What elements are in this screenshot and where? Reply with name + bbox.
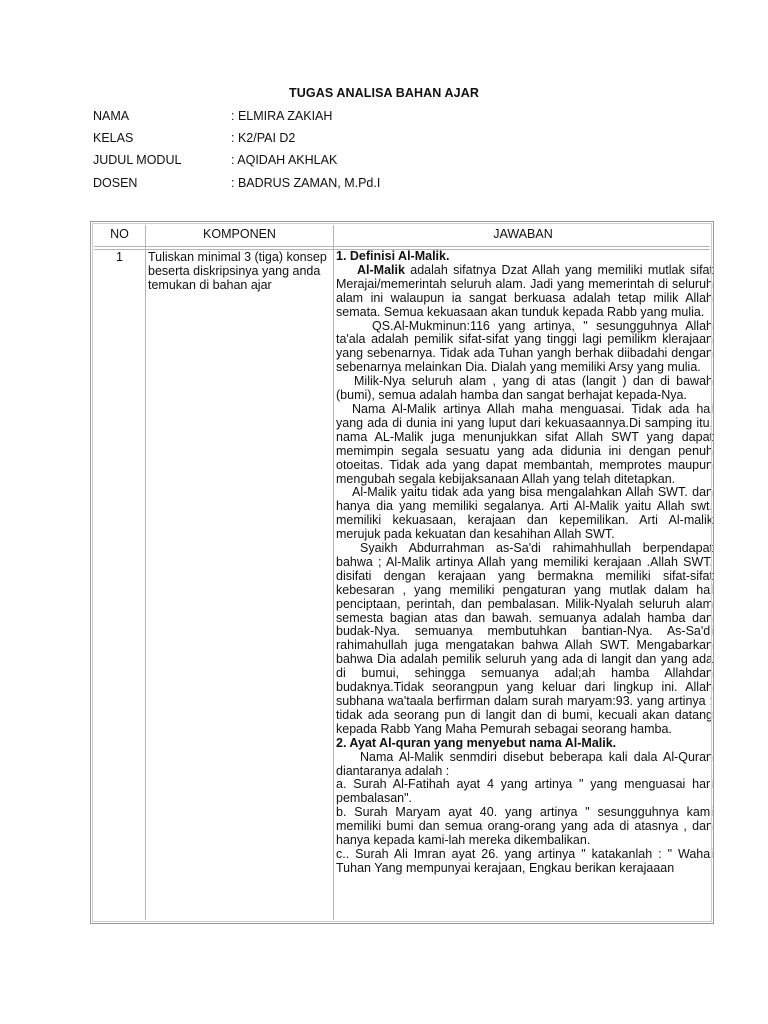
header-no: NO: [110, 227, 129, 241]
row-number: 1: [116, 250, 123, 264]
meta-value: : ELMIRA ZAKIAH: [231, 109, 333, 123]
meta-value: : BADRUS ZAMAN, M.Pd.I: [231, 176, 381, 190]
column-divider: [333, 225, 334, 920]
meta-label: KELAS: [93, 131, 134, 145]
meta-label: NAMA: [93, 109, 130, 123]
meta-label: JUDUL MODUL: [93, 153, 182, 167]
column-divider: [145, 225, 146, 920]
paragraph: QS.Al-Mukminun:116 yang artinya, " sesungguhnya Allah ta'ala adalah pemilik sifat-sifat yang tinggi lagi pemilikm klerajaan yang sebenarnya. Tidak ada Tuhan yangh berhak diibadahi dengan sebenarnya melainkan Dia. Dialah yang memiliki Arsy yang mulia.: [336, 318, 713, 375]
list-item: c.. Surah Ali Imran ayat 26. yang artinya " katakanlah : " Wahai Tuhan Yang mempunyai kerajaan, Engkau berikan kerajaaan: [336, 846, 713, 875]
meta-row-dosen: [93, 176, 380, 190]
meta-value: : K2/PAI D2: [231, 131, 296, 145]
section-heading: 1. Definisi Al-Malik.: [336, 250, 450, 263]
term: Al-Malik: [357, 262, 405, 277]
paragraph: Nama Al-Malik senmdiri disebut beberapa kali dala Al-Quran diantaranya adalah :: [336, 749, 713, 778]
header-jawaban: JAWABAN: [493, 227, 553, 241]
document-title: TUGAS ANALISA BAHAN AJAR: [289, 86, 479, 100]
paragraph: Al-Malik adalah sifatnya Dzat Allah yang memiliki mutlak sifat Merajai/memerintah seluruh alam. Jadi yang memerintah di seluruh alam ini walaupun ia sangat berkuasa adalah tetap milik Allah semata. Semua kekuasaan akan tunduk kepada Rabb yang mulia.: [336, 262, 713, 319]
header-komponen: KOMPONEN: [203, 227, 276, 241]
meta-value: : AQIDAH AKHLAK: [231, 153, 338, 167]
komponen-text: Tuliskan minimal 3 (tiga) konsep beserta diskripsinya yang anda temukan di bahan ajar: [148, 250, 327, 292]
meta-label: DOSEN: [93, 176, 138, 190]
meta-row-nama: [93, 109, 332, 123]
meta-row-kelas: [93, 131, 295, 145]
jawaban-text: [336, 250, 713, 920]
paragraph: Nama Al-Malik artinya Allah maha menguasai. Tidak ada hal yang ada di dunia ini yang luput dari kekuasaannya.Di samping itu, nama AL-Malik juga menunjukkan sifat Allah SWT yang dapat memimpin segala sesuatu yang ada didunia ini dengan penuh otoeitas. Tidak ada yang dapat membantah, memprotes maupun mengubah segala kebijaksanaan Allah yang telah ditetapkan.: [336, 401, 713, 486]
list-item: b. Surah Maryam ayat 40. yang artinya " sesungguhnya kami memiliki bumi dan semua orang-orang yang ada di atasnya , dan hanya kepada kami-lah mereka dikembalikan.: [336, 805, 713, 848]
paragraph: Al-Malik yaitu tidak ada yang bisa mengalahkan Allah SWT. dan hanya dia yang memiliki segalanya. Arti Al-Malik yaitu Allah swt. memiliki kekuasaan, kerajaan dan kepemilikan. Arti Al-malik merujuk pada kekuatan dan kesahihan Allah SWT.: [336, 485, 713, 542]
paragraph: Syaikh Abdurrahman as-Sa'di rahimahhullah berpendapat bahwa ; Al-Malik artinya Allah yang memiliki kerajaan .Allah SWT. disifati dengan kerajaan yang bermakna memiliki sifat-sifat kebesaran , yang memiliki pengaturan yang mutlak dalam hal penciptaan, perintah, dan pembalasan. Milik-Nyalah seluruh alam semesta bagian atas dan bawah. semuanya adalah hamba dan budak-Nya. semuanya membutuhkan bantian-Nya. As-Sa'di rahimahullah juga mengatakan bahwa Allah SWT. Mengabarkan bahwa Dia adalah pemilik seluruh yang ada di langit dan yang ada di bumui, sehingga semuanya adal;ah hamba Allahdan budaknya.Tidak seorangpun yang keluar dari lingkup ini. Allah subhana wa'taala berfirman dalam surah maryam:93. yang artinya : tidak ada seorang pun di langit dan di bumi, kecuali akan datang kepada Rabb Yang Maha Pemurah sebagai seorang hamba.: [336, 541, 713, 736]
analysis-table: [90, 221, 714, 924]
list-item: a. Surah Al-Fatihah ayat 4 yang artinya " yang menguasai hari pembalasan".: [336, 777, 713, 806]
meta-row-judul-modul: [93, 153, 337, 167]
paragraph: Milik-Nya seluruh alam , yang di atas (langit ) dan di bawah (bumi), semua adalah hamba dan sangat berhajat kepada-Nya.: [336, 374, 713, 403]
section-heading: 2. Ayat Al-quran yang menyebut nama Al-Malik.: [336, 735, 617, 750]
